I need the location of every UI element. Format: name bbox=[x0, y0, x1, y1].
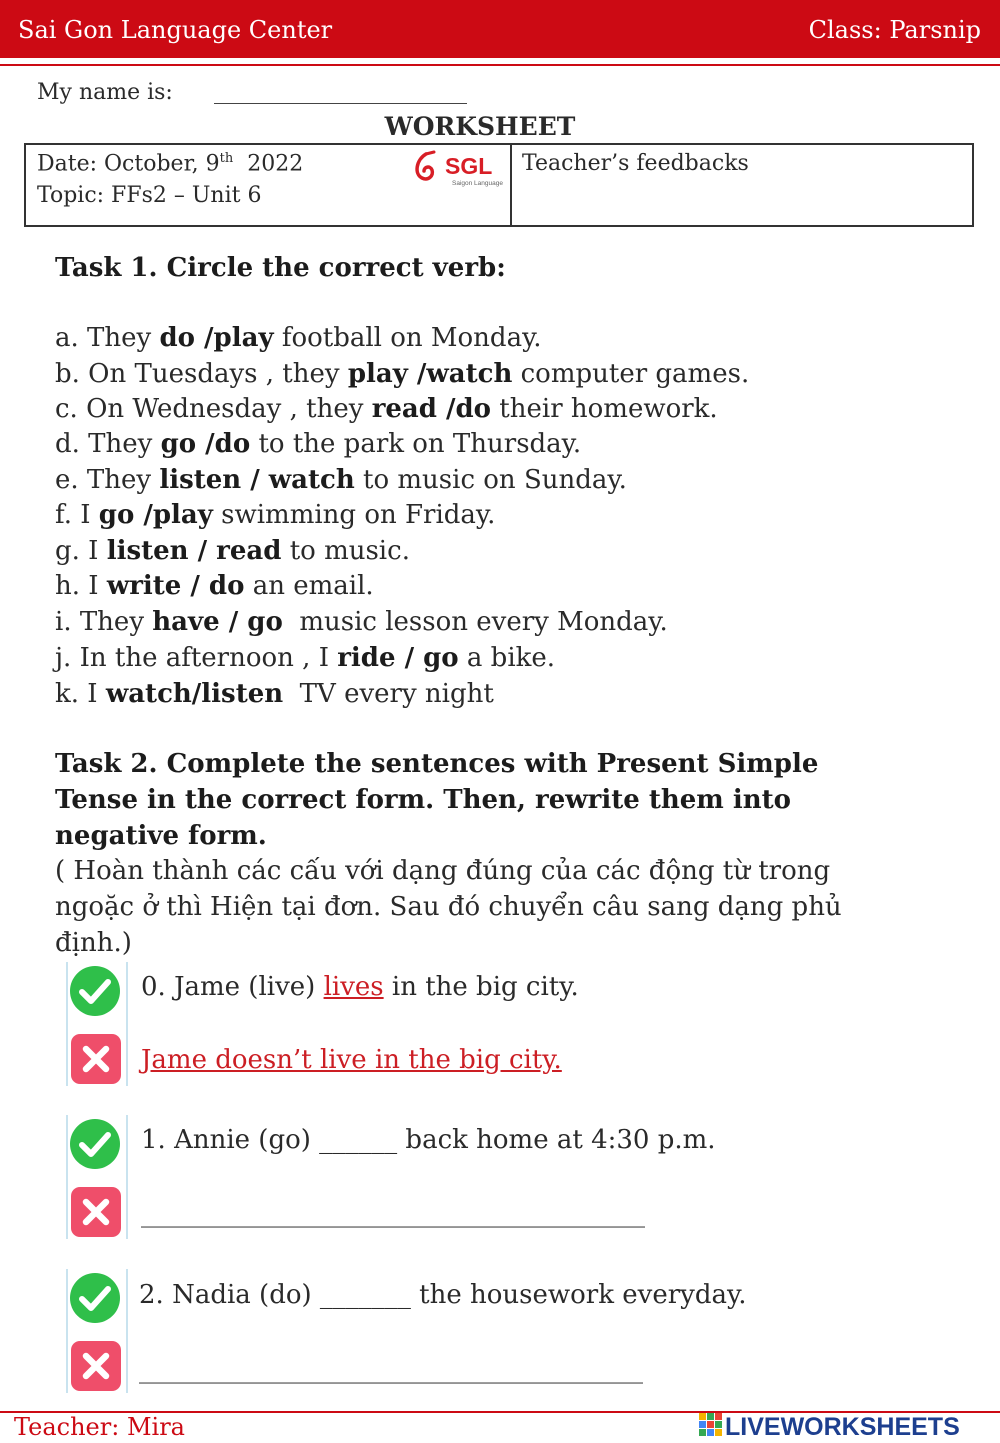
task2-vn-line3: định.) bbox=[55, 928, 132, 958]
topic-text: Topic: FFs2 – Unit 6 bbox=[37, 183, 262, 208]
verb-choice[interactable]: write / do bbox=[106, 571, 245, 601]
task2-title-line1: Task 2. Complete the sentences with Present Simple bbox=[55, 749, 819, 779]
check-icon bbox=[68, 964, 122, 1018]
verb-choice[interactable]: go /do bbox=[160, 429, 251, 459]
q1-answer-blank[interactable]: ______ bbox=[319, 1125, 398, 1155]
task1-item-j: j. In the afternoon , I ride / go a bike. bbox=[55, 643, 556, 673]
task1-item-a: a. They do /play football on Monday. bbox=[55, 323, 542, 353]
verb-choice[interactable]: watch/listen bbox=[105, 679, 284, 709]
teacher-name: Teacher: Mira bbox=[14, 1413, 185, 1441]
task1-item-d: d. They go /do to the park on Thursday. bbox=[55, 429, 582, 459]
svg-text:LIVEWORKSHEETS: LIVEWORKSHEETS bbox=[725, 1413, 960, 1440]
task1-item-i: i. They have / go music lesson every Monday. bbox=[55, 607, 668, 637]
task2-vn-line1: ( Hoàn thành các cấu với dạng đúng của các động từ trong bbox=[55, 856, 831, 886]
q1-negative-blank[interactable]: __________________________________________ bbox=[141, 1200, 645, 1228]
center-name: Sai Gon Language Center bbox=[18, 16, 333, 44]
svg-text:SGL: SGL bbox=[445, 153, 493, 179]
svg-text:Saigon Language: Saigon Language bbox=[452, 180, 503, 187]
sgl-logo bbox=[412, 148, 512, 188]
feedback-label: Teacher’s feedbacks bbox=[522, 151, 749, 176]
task1-item-g: g. I listen / read to music. bbox=[55, 536, 410, 566]
verb-choice[interactable]: play /watch bbox=[347, 359, 513, 389]
class-label: Class: Parsnip bbox=[808, 16, 981, 44]
check-icon bbox=[68, 1117, 122, 1171]
task1-item-b: b. On Tuesdays , they play /watch computer games. bbox=[55, 359, 750, 389]
page-title: WORKSHEET bbox=[384, 112, 576, 141]
verb-choice[interactable]: read /do bbox=[371, 394, 492, 424]
q2-answer-blank[interactable]: _______ bbox=[319, 1280, 411, 1310]
task1-item-k: k. I watch/listen TV every night bbox=[55, 679, 494, 709]
task1-item-e: e. They listen / watch to music on Sunday. bbox=[55, 465, 627, 495]
question-1: 1. Annie (go) ______ back home at 4:30 p.m. bbox=[141, 1125, 716, 1155]
question-2: 2. Nadia (do) _______ the housework everyday. bbox=[139, 1280, 747, 1310]
example-negative: Jame doesn’t live in the big city. bbox=[141, 1045, 562, 1075]
example-sentence: 0. Jame (live) lives in the big city. bbox=[141, 972, 579, 1002]
task2-title-line2: Tense in the correct form. Then, rewrite them into bbox=[55, 785, 791, 815]
name-input-line[interactable] bbox=[214, 103, 467, 104]
liveworksheets-logo bbox=[699, 1410, 995, 1440]
task1-item-c: c. On Wednesday , they read /do their homework. bbox=[55, 394, 718, 424]
task2-title-line3: negative form. bbox=[55, 821, 267, 851]
q2-negative-blank[interactable]: __________________________________________ bbox=[139, 1356, 643, 1384]
check-icon bbox=[68, 1271, 122, 1325]
task1-item-f: f. I go /play swimming on Friday. bbox=[55, 500, 496, 530]
cross-icon bbox=[69, 1185, 123, 1239]
verb-choice[interactable]: listen / read bbox=[106, 536, 282, 566]
cross-icon bbox=[69, 1339, 123, 1393]
task1-item-h: h. I write / do an email. bbox=[55, 571, 374, 601]
verb-choice[interactable]: ride / go bbox=[337, 643, 459, 673]
date-text: Date: October, 9th 2022 bbox=[37, 151, 304, 177]
verb-choice[interactable]: have / go bbox=[152, 607, 283, 637]
verb-choice[interactable]: go /play bbox=[98, 500, 213, 530]
task1-title: Task 1. Circle the correct verb: bbox=[55, 253, 506, 283]
verb-choice[interactable]: listen / watch bbox=[159, 465, 355, 495]
example-answer: lives bbox=[323, 972, 384, 1002]
task2-vn-line2: ngoặc ở thì Hiện tại đơn. Sau đó chuyển câu sang dạng phủ bbox=[55, 892, 842, 922]
verb-choice[interactable]: do /play bbox=[159, 323, 274, 353]
cross-icon bbox=[69, 1032, 123, 1086]
name-label: My name is: bbox=[37, 80, 173, 105]
header-rule bbox=[0, 64, 1000, 66]
